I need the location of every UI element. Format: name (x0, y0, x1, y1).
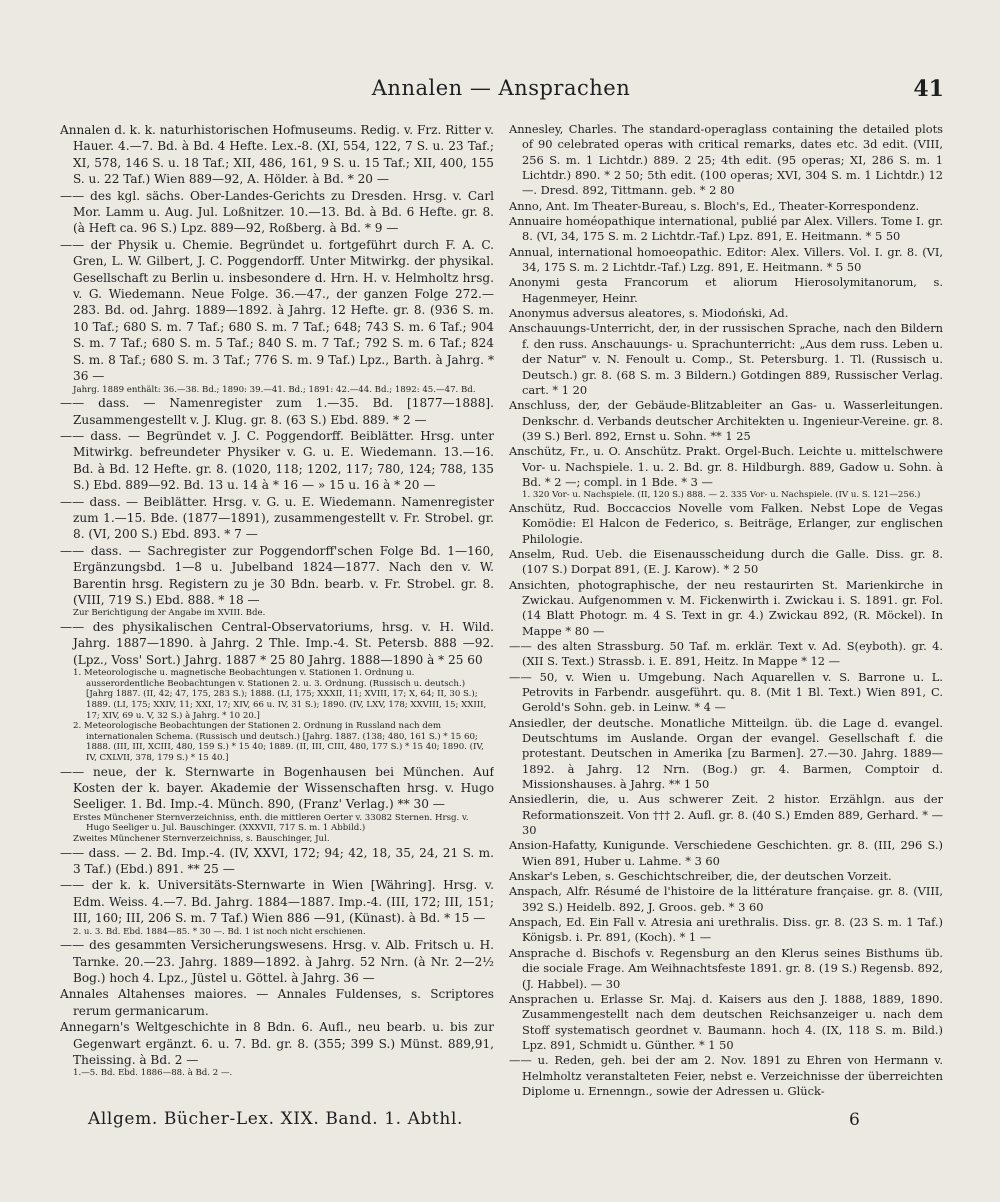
entry-text: Ansion-Hafatty, Kunigunde. Verschiedene Geschichten. gr. 8. (III, 296 S.) Wien 891, Huber u. Lahme. * 3 60 (509, 838, 943, 868)
bibliography-entry (60, 395, 494, 428)
entry-note: Jahrg. 1889 enthält: 36.—38. Bd.; 1890: 39.—41. Bd.; 1891: 42.—44. Bd.; 1892: 45.—47. Bd. (73, 384, 476, 395)
entry-text: Anno, Ant. Im Theater-Bureau, s. Bloch's, Ed., Theater-Korrespondenz. (509, 198, 920, 213)
entry-text: Anschütz, Rud. Boccaccios Novelle vom Falken. Nebst Lope de Vegas Komödie: El Halcon de Federico, s. Beiträge, Erlanger, zur englischen Philologie. (509, 500, 943, 546)
entry-text: Annegarn's Weltgeschichte in 8 Bdn. 6. Aufl., neu bearb. u. bis zur Gegenwart ergänzt. 6. u. 7. Bd. gr. 8. (355; 399 S.) Münst. 889,91, Theissing. à Bd. 2 — (60, 1020, 494, 1067)
running-title: Annalen — Ansprachen (371, 76, 631, 100)
entry-text: Anschauungs-Unterricht, der, in der russischen Sprache, nach den Bildern f. den russ. Anschauungs- u. Sprachunterricht: „Aus dem russ. Leben u. der Natur" v. N. Fenoult u. Comp., St. Petersburg. 1. Tl. (Russisch u. Deutsch.) gr. 8. (68 S. m. 3 Bildern.) Gotdingen 889, Russischer Verlag. cart. * 1 20 (509, 321, 943, 397)
entry-text: —— des kgl. sächs. Ober-Landes-Gerichts zu Dresden. Hrsg. v. Carl Mor. Lamm u. Aug. Jul. Loßnitzer. 10.—13. Bd. à Bd. 6 Hefte. gr. 8. (à Heft ca. 96 S.) Lpz. 889—92, Roßberg. à Bd. * 9 — (60, 188, 494, 236)
entry-text: Ansiedlerin, die, u. Aus schwerer Zeit. 2 histor. Erzählgn. aus der Reformationszeit. Von ††† 2. Aufl. gr. 8. (40 S.) Emden 889, Gerhard. * — 30 (509, 792, 943, 838)
entry-note: 1. 320 Vor- u. Nachspiele. (II, 120 S.) 888. — 2. 335 Vor- u. Nachspiele. (IV u. S. 121—256.) (522, 490, 921, 501)
bibliography-entry (509, 792, 943, 838)
entry-text: Ansichten, photographische, der neu restaurirten St. Marienkirche in Zwickau. Aufgenommen v. M. Fickenwirth i. Zwickau i. S. 1891. gr. Fol. (14 Blatt Photogr. m. 4 S. Text in gr. 4.) Zwickau 892, (R. Möckel). In Mappe * 80 — (509, 577, 943, 638)
bibliography-entry (509, 214, 943, 245)
bibliography-entry (509, 122, 943, 199)
entry-text: Ansprachen u. Erlasse Sr. Maj. d. Kaisers aus den J. 1888, 1889, 1890. Zusammengestellt nach dem deutschen Reichsanzeiger u. nach dem Stoff systematisch geordnet v. Baumann. hoch 4. (IX, 118 S. m. Bild.) Lpz. 891, Schmidt u. Günther. * 1 50 (509, 991, 943, 1052)
bibliography-entry (509, 321, 943, 398)
bibliography-entry (509, 398, 943, 444)
entry-text: Anspach, Alfr. Résumé de l'histoire de la littérature française. gr. 8. (VIII, 392 S.) Heidelb. 892, J. Groos. geb. * 3 60 (509, 884, 943, 914)
bibliography-entry (509, 716, 943, 793)
bibliography-entry (60, 937, 494, 986)
bibliography-entry (509, 444, 943, 490)
bibliography-entry (60, 188, 494, 237)
bibliography-entry (60, 122, 494, 188)
entry-note: 2. u. 3. Bd. Ebd. 1884—85. * 30 —. Bd. 1 ist noch nicht erschienen. (73, 926, 366, 937)
entry-text: —— der k. k. Universitäts-Sternwarte in Wien [Währing]. Hrsg. v. Edm. Weiss. 4.—7. Bd. Jahrg. 1884—1887. Imp.-4. (III, 172; III, 151; III, 160; III, 206 S. m. 7 Taf.) Wien 886 —91, (Künast). à Bd. * 15 — (60, 878, 494, 926)
sheet-signature: Allgem. Bücher-Lex. XIX. Band. 1. Abthl. (88, 1109, 464, 1129)
entry-text: —— dass. — Sachregister zur Poggendorff'schen Folge Bd. 1—160, Ergänzungsbd. 1—8 u. Jubelband 1824—1877. Nach den v. W. Barentin hrsg. Registern zu je 30 Bdn. bearb. v. Fr. Strobel. gr. 8. (VIII, 719 S.) Ebd. 888. * 18 — (60, 543, 494, 607)
entry-note: Zweites Münchener Sternverzeichniss, s. Bauschinger, Jul. (73, 833, 330, 844)
entry-text: Anschluss, der, der Gebäude-Blitzableiter an Gas- u. Wasserleitungen. Denkschr. d. Verbands deutscher Architekten u. Ingenieur-Vereine. gr. 8. (39 S.) Berl. 892, Ernst u. Sohn. ** 1 25 (509, 398, 943, 443)
entry-note: Zur Berichtigung der Angabe im XVIII. Bde. (73, 608, 266, 619)
bibliography-entry (509, 946, 943, 992)
bibliography-entry (509, 884, 943, 915)
bibliography-entry (60, 1019, 494, 1068)
entry-text: Anonymi gesta Francorum et aliorum Hierosolymitanorum, s. Hagenmeyer, Heinr. (509, 275, 943, 305)
entry-text: —— des alten Strassburg. 50 Taf. m. erklär. Text v. Ad. S(eyboth). gr. 4. (XII S. Text.) Strassb. i. E. 891, Heitz. In Mappe * 12 — (509, 638, 943, 669)
entry-text: —— dass. — Begründet v. J. C. Poggendorff. Beiblätter. Hrsg. unter Mitwirkg. befreundeter Physiker v. G. u. E. Wiedemann. 13.—16. Bd. à Bd. 12 Hefte. gr. 8. (1020, 118; 1202, 117; 780, 124; 788, 135 S.) Ebd. 889—92. Bd. 13 u. 14 à * 16 — » 15 u. 16 à * 20 — (60, 428, 494, 493)
entry-text: —— des physikalischen Central-Observatoriums, hrsg. v. H. Wild. Jahrg. 1887—1890. à Jahrg. 2 Thle. Imp.-4. St. Petersb. 888 —92. (Lpz., Voss' Sort.) Jahrg. 1887 * 25 80 Jahrg. 1888—1890 à * 25 60 (60, 619, 494, 667)
entry-note: 2. Meteorologische Beobachtungen der Stationen 2. Ordnung in Russland nach dem internationalen Schema. (Russisch und deutsch.) [Jahrg. 1887. (138; 480, 161 S.) * 15 60; 1888. (III, III, XCIII, 480, 159 S.) * 15 40; 1889. (II, III, CIII, 480, 177 S.) * 15 40; 1890. (IV, IV, CXLVII, 378, 179 S.) * 15 40.] (73, 721, 484, 763)
entry-text: —— 50, v. Wien u. Umgebung. Nach Aquarellen v. S. Barrone u. L. Petrovits in Farbendr. ausgeführt. qu. 8. (Mit 1 Bl. Text.) Wien 891, C. Gerold's Sohn. geb. in Leinw. * 4 — (509, 669, 943, 715)
page-header (58, 76, 944, 106)
entry-text: Annalen d. k. k. naturhistorischen Hofmuseums. Redig. v. Frz. Ritter v. Hauer. 4.—7. Bd. à Bd. 4 Hefte. Lex.-8. (XI, 554, 122, 7 S. u. 23 Taf.; XI, 578, 146 S. u. 18 Taf.; XII, 486, 161, 9 S. u. 15 Taf.; XII, 400, 155 S. u. 22 Taf.) Wien 889—92, A. Hölder. à Bd. * 20 — (60, 123, 494, 187)
bibliography-entry (60, 619, 494, 668)
entry-text: Anselm, Rud. Ueb. die Eisenausscheidung durch die Galle. Diss. gr. 8. (107 S.) Dorpat 891, (E. J. Karow). * 2 50 (509, 546, 943, 577)
bibliography-entry (509, 275, 943, 306)
bibliography-entry (60, 237, 494, 385)
bibliography-entry (60, 543, 494, 609)
entry-note: 1. Meteorologische u. magnetische Beobachtungen v. Stationen 1. Ordnung u. ausserordentliche Beobachtungen v. Stationen 2. u. 3. Ordnung. (Russisch u. deutsch.) [Jahrg 1887. (II, 42; 47, 175, 283 S.); 1888. (LI, 175; XXXII, 11; XVIII, 17; X, 64; II, 30 S.); 1889. (LI, 175; XXIV, 11; XXI, 17; XIV, 66 u. IV, 31 S.); 1890. (IV, LXV, 178; XXVIII, 15; XXIII, 17; XIV, 69 u. V, 32 S.) à Jahrg. * 10 20.] (73, 668, 487, 721)
entry-text: Anschütz, Fr., u. O. Anschütz. Prakt. Orgel-Buch. Leichte u. mittelschwere Vor- u. Nachspiele. 1. u. 2. Bd. gr. 8. Hildburgh. 889, Gadow u. Sohn. à Bd. * 2 —; compl. in 1 Bde. * 3 — (509, 444, 943, 489)
left-column (60, 122, 494, 1100)
bibliography-entry (509, 838, 943, 869)
entry-text: —— neue, der k. Sternwarte in Bogenhausen bei München. Auf Kosten der k. bayer. Akademie der Wissenschaften hrsg. v. Hugo Seeliger. 1. Bd. Imp.-4. Münch. 890, (Franz' Verlag.) ** 30 — (60, 764, 494, 812)
bibliography-entry (509, 245, 943, 276)
bibliography-entry (509, 306, 943, 321)
entry-text: —— des gesammten Versicherungswesens. Hrsg. v. Alb. Fritsch u. H. Tarnke. 20.—23. Jahrg. 1889—1892. à Jahrg. 52 Nrn. (à Nr. 2—2½ Bog.) hoch 4. Lpz., Jüstel u. Göttel. à Jahrg. 36 — (60, 938, 494, 985)
page-number: 41 (913, 76, 944, 102)
bibliography-entry (509, 547, 943, 578)
entry-text: —— dass. — 2. Bd. Imp.-4. (IV, XXVI, 172; 94; 42, 18, 35, 24, 21 S. m. 3 Taf.) (Ebd.) 891. ** 25 — (60, 845, 494, 876)
bibliography-entry (509, 501, 943, 547)
bibliography-entry (60, 986, 494, 1019)
entry-text: Annuaire homéopathique international, publié par Alex. Villers. Tome I. gr. 8. (VI, 34, 175 S. m. 2 Lichtdr.-Taf.) Lpz. 891, E. Heitmann. * 5 50 (509, 214, 943, 244)
bibliography-entry (60, 494, 494, 543)
entry-text: Ansiedler, der deutsche. Monatliche Mitteilgn. üb. die Lage d. evangel. Deutschtums im Auslande. Organ der evangel. Gesellschaft f. die protestant. Deutschen in Amerika [zu Barmen]. 27.—30. Jahrg. 1889—1892. à Jahrg. 12 Nrn. (Bog.) gr. 4. Barmen, Comptoir d. Missionshauses. à Jahrg. ** 1 50 (509, 715, 943, 792)
bibliography-entry (60, 428, 494, 494)
sheet-number: 6 (849, 1110, 860, 1130)
bibliography-entry (60, 845, 494, 878)
entry-text: Anskar's Leben, s. Geschichtschreiber, die, der deutschen Vorzeit. (509, 869, 892, 884)
bibliography-entry (509, 1053, 943, 1099)
bibliography-entry (509, 199, 943, 214)
entry-text: Annesley, Charles. The standard-operaglass containing the detailed plots of 90 celebrated operas with critical remarks, dates etc. 3d edit. (VIII, 256 S. m. 1 Lichtdr.) 889. 2 25; 4th edit. (95 operas; XI, 286 S. m. 1 Lichtdr.) 890. * 2 50; 5th edit. (100 operas; XVI, 304 S. m. 1 Lichtdr.) 12 —. Dresd. 892, Tittmann. geb. * 2 80 (509, 122, 943, 198)
entry-text: Annales Altahenses maiores. — Annales Fuldenses, s. Scriptores rerum germanicarum. (60, 987, 494, 1018)
right-column (509, 122, 943, 1100)
entry-text: Ansprache d. Bischofs v. Regensburg an den Klerus seines Bisthums üb. die sociale Frage. Am Weihnachtsfeste 1891. gr. 8. (19 S.) Regensb. 892, (J. Habbel). — 30 (509, 945, 943, 991)
bibliography-entry (509, 578, 943, 639)
bibliography-entry (509, 639, 943, 670)
bibliography-entry (60, 877, 494, 926)
entry-text: Annual, international homoeopathic. Editor: Alex. Villers. Vol. I. gr. 8. (VI, 34, 175 S. m. 2 Lichtdr.-Taf.) Lzg. 891, E. Heitmann. * 5 50 (509, 244, 943, 275)
entry-text: —— dass. — Beiblätter. Hrsg. v. G. u. E. Wiedemann. Namenregister zum 1.—15. Bde. (1877—1891), zusammengestellt v. Fr. Strobel. gr. 8. (VI, 200 S.) Ebd. 893. * 7 — (60, 494, 494, 542)
entry-note: Erstes Münchener Sternverzeichniss, enth. die mittleren Oerter v. 33082 Sternen. Hrsg. v. Hugo Seeliger u. Jul. Bauschinger. (XXXVII, 717 S. m. 1 Abbild.) (73, 812, 469, 834)
bibliography-entry (509, 915, 943, 946)
entry-text: —— u. Reden, geh. bei der am 2. Nov. 1891 zu Ehren von Hermann v. Helmholtz veranstalteten Feier, nebst e. Verzeichnisse der überreichten Diplome u. Ernenngn., sowie der Adressen u. Glück- (509, 1053, 943, 1098)
entry-text: Anonymus adversus aleatores, s. Miodoński, Ad. (509, 306, 789, 321)
entry-text: Anspach, Ed. Ein Fall v. Atresia ani urethralis. Diss. gr. 8. (23 S. m. 1 Taf.) Königsb. i. Pr. 891, (Koch). * 1 — (509, 915, 943, 945)
bibliography-entry (509, 992, 943, 1053)
entry-text: —— der Physik u. Chemie. Begründet u. fortgeführt durch F. A. C. Gren, L. W. Gilbert, J. C. Poggendorff. Unter Mitwirkg. der physikal. Gesellschaft zu Berlin u. insbesondere d. Hrn. H. v. Helmholtz hrsg. v. G. Wiedemann. Neue Folge. 36.—47., der ganzen Folge 272.—283. Bd. od. Jahrg. 1889—1892. à Jahrg. 12 Hefte. gr. 8. (936 S. m. 10 Taf.; 680 S. m. 7 Taf.; 680 S. m. 7 Taf.; 648; 743 S. m. 6 Taf.; 904 S. m. 7 Taf.; 680 S. m. 5 Taf.; 840 S. m. 7 Taf.; 792 S. m. 6 Taf.; 824 S. m. 8 Taf.; 680 S. m. 3 Taf.; 776 S. m. 9 Taf.) Lpz., Barth. à Jahrg. * 36 — (60, 237, 494, 384)
bibliography-entry (509, 869, 943, 884)
entry-note: 1.—5. Bd. Ebd. 1886—88. à Bd. 2 —. (73, 1068, 233, 1079)
bibliography-entry (60, 764, 494, 813)
entry-text: —— dass. — Namenregister zum 1.—35. Bd. [1877—1888]. Zusammengestellt v. J. Klug. gr. 8. (63 S.) Ebd. 889. * 2 — (60, 396, 494, 427)
bibliography-entry (509, 670, 943, 716)
